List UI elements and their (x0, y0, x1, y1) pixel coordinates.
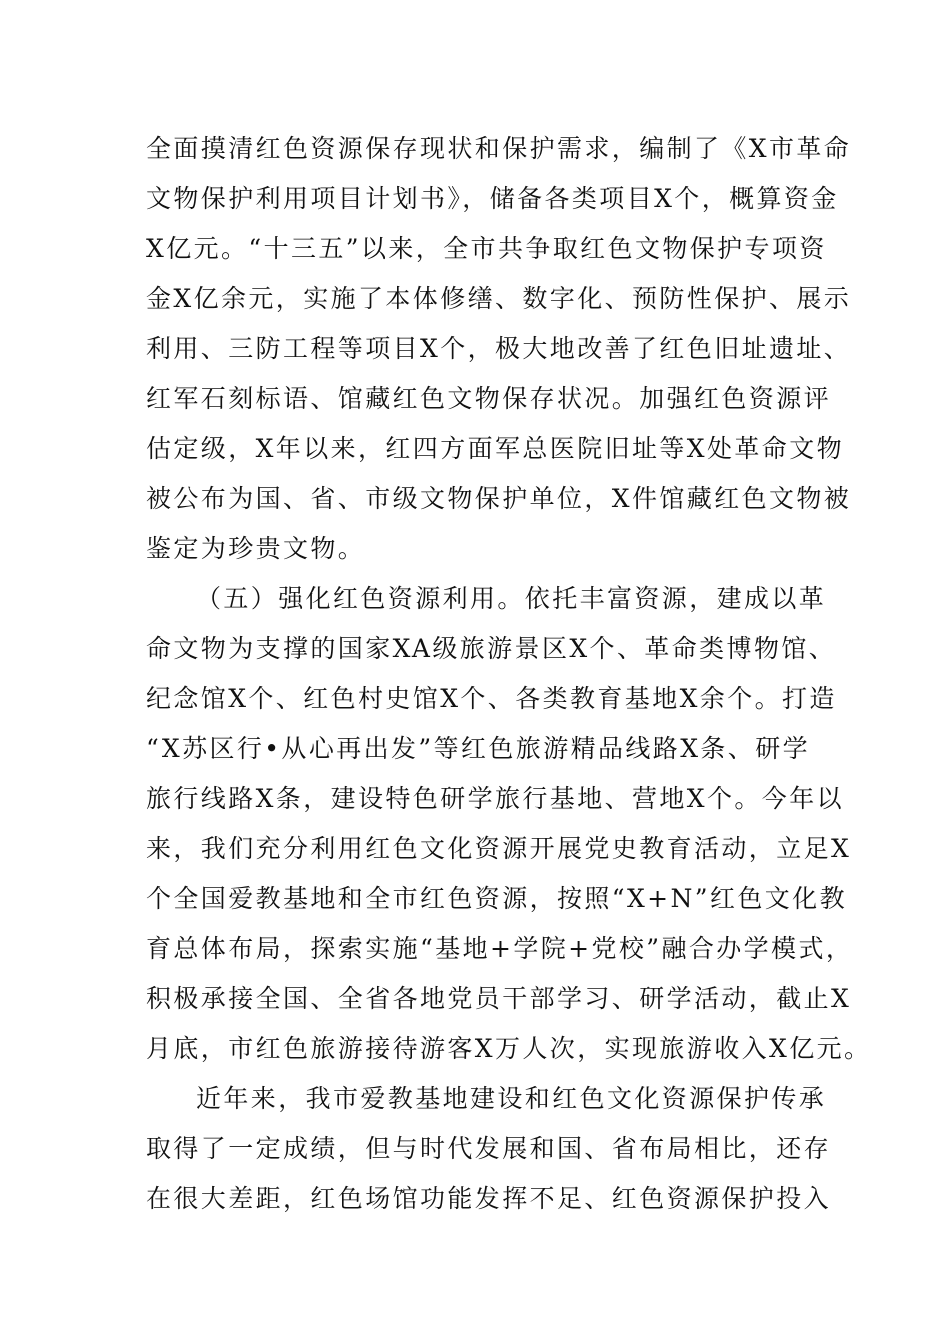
text-line: 被公布为国、省、市级文物保护单位，X件馆藏红色文物被 (146, 484, 852, 513)
text-line: 纪念馆X个、红色村史馆X个、各类教育基地X余个。打造 (146, 684, 837, 713)
text-line: 文物保护利用项目计划书》，储备各类项目X个，概算资金 (146, 184, 839, 213)
text-line: 来，我们充分利用红色文化资源开展党史教育活动，立足X (146, 834, 852, 863)
text-line: 积极承接全国、全省各地党员干部学习、研学活动，截止X (146, 984, 852, 1013)
text-line: 在很大差距，红色场馆功能发挥不足、红色资源保护投入 (146, 1184, 832, 1213)
text-line: 育总体布局，探索实施“基地+学院+党校”融合办学模式， (146, 934, 854, 963)
text-line: 全面摸清红色资源保存现状和保护需求，编制了《X市革命 (146, 134, 852, 163)
text-line: 估定级，X年以来，红四方面军总医院旧址等X处革命文物 (146, 434, 844, 463)
text-line: 红军石刻标语、馆藏红色文物保存状况。加强红色资源评 (146, 384, 832, 413)
text-line: “X苏区行•从心再出发”等红色旅游精品线路X条、研学 (146, 734, 811, 763)
text-line: 金X亿余元，实施了本体修缮、数字化、预防性保护、展示 (146, 284, 852, 313)
text-line: 鉴定为珍贵文物。 (146, 534, 366, 563)
text-line: 月底，市红色旅游接待游客X万人次，实现旅游收入X亿元。 (146, 1034, 872, 1063)
text-line: 利用、三防工程等项目X个，极大地改善了红色旧址遗址、 (146, 334, 852, 363)
document-body (146, 124, 872, 1224)
text-line: 个全国爱教基地和全市红色资源，按照“X+N”红色文化教 (146, 884, 847, 913)
text-line: 取得了一定成绩，但与时代发展和国、省布局相比，还存 (146, 1134, 832, 1163)
section-heading-line: （五）强化红色资源利用。依托丰富资源，建成以革 (196, 584, 827, 613)
paragraph-start-line: 近年来，我市爱教基地建设和红色文化资源保护传承 (196, 1084, 827, 1113)
text-line: 命文物为支撑的国家XA级旅游景区X个、革命类博物馆、 (146, 634, 837, 663)
text-line: X亿元。“十三五”以来，全市共争取红色文物保护专项资 (146, 234, 827, 263)
text-line: 旅行线路X条，建设特色研学旅行基地、营地X个。今年以 (146, 784, 844, 813)
